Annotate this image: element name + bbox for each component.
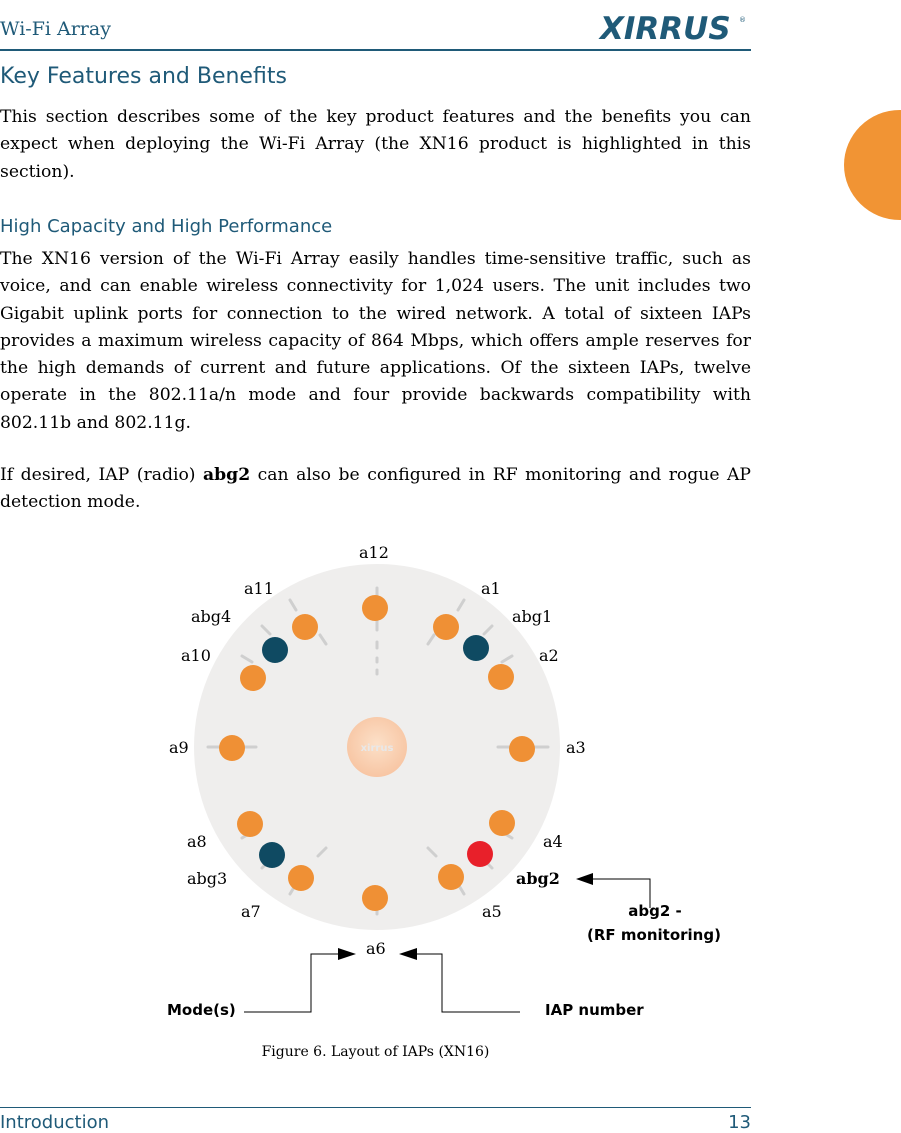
iap-a7 xyxy=(288,865,314,891)
iap-a12 xyxy=(362,595,388,621)
label-a2: a2 xyxy=(539,646,559,665)
xirrus-logo xyxy=(598,10,746,48)
iap-a4 xyxy=(489,810,515,836)
footer-chapter: Introduction xyxy=(0,1112,110,1133)
page-number: 13 xyxy=(728,1112,751,1133)
iap-a1 xyxy=(433,614,459,640)
label-a10: a10 xyxy=(181,646,211,665)
iap-a2 xyxy=(488,664,514,690)
figure-caption: Figure 6. Layout of IAPs (XN16) xyxy=(261,1044,490,1060)
iap-a11 xyxy=(292,614,318,640)
iap-number-callout: IAP number xyxy=(545,1001,644,1019)
iap-abg4 xyxy=(262,637,288,663)
label-a8: a8 xyxy=(187,832,207,851)
modes-callout: Mode(s) xyxy=(167,1001,236,1019)
subsection-title: High Capacity and High Performance xyxy=(0,216,333,237)
iap-a5 xyxy=(438,864,464,890)
iap-abg3 xyxy=(259,842,285,868)
label-abg4: abg4 xyxy=(191,607,232,626)
iap-a6 xyxy=(362,885,388,911)
iap-abg2 xyxy=(467,841,493,867)
label-a7: a7 xyxy=(241,902,261,921)
header-rule xyxy=(0,49,751,51)
label-a11: a11 xyxy=(244,579,274,598)
iap-a3 xyxy=(509,736,535,762)
label-abg2: abg2 xyxy=(516,869,560,888)
rf-monitoring-paragraph: If desired, IAP (radio) abg2 can also be configured in RF monitoring and rogue AP detection mode. xyxy=(0,465,751,513)
label-abg1: abg1 xyxy=(512,607,553,626)
iap-a9 xyxy=(219,735,245,761)
footer-rule xyxy=(0,1107,751,1108)
label-a4: a4 xyxy=(543,832,563,851)
running-header: Wi-Fi Array xyxy=(0,18,111,40)
iap-a10 xyxy=(240,665,266,691)
svg-text:xirrus: xirrus xyxy=(360,743,394,754)
label-a3: a3 xyxy=(566,738,586,757)
label-a12: a12 xyxy=(359,543,389,562)
label-a5: a5 xyxy=(482,902,502,921)
abg2-callout-line1: abg2 - xyxy=(628,902,682,920)
label-a1: a1 xyxy=(481,579,501,598)
label-a6: a6 xyxy=(366,939,386,958)
abg2-bold: abg2 xyxy=(203,465,251,485)
label-abg3: abg3 xyxy=(187,869,228,888)
chapter-tab xyxy=(844,110,901,220)
iap-layout-figure xyxy=(0,530,751,1044)
iap-abg1 xyxy=(463,635,489,661)
capacity-paragraph: The XN16 version of the Wi-Fi Array easily handles time-sensitive traffic, such as voice, and can enable wireless connectivity for 1,024 users. The unit includes two Gigabit uplink ports for connection to the wired network. A total of sixteen IAPs provides a maximum wireless capacity of 864 Mbps, which offers ample reserves for the high demands of current and future applications. Of the sixteen IAPs, twelve operate in the 802.11a/n mode and four provide backwards compatibility with 802.11b and 802.11g. xyxy=(0,249,751,433)
iap-a8 xyxy=(237,811,263,837)
svg-text:®: ® xyxy=(739,16,746,24)
section-title: Key Features and Benefits xyxy=(0,64,287,89)
intro-paragraph: This section describes some of the key product features and the benefits you can expect when deploying the Wi-Fi Array (the XN16 product is highlighted in this section). xyxy=(0,107,751,182)
abg2-callout-line2: (RF monitoring) xyxy=(587,926,721,944)
label-a9: a9 xyxy=(169,738,189,757)
svg-text:XIRRUS: XIRRUS xyxy=(600,11,731,44)
